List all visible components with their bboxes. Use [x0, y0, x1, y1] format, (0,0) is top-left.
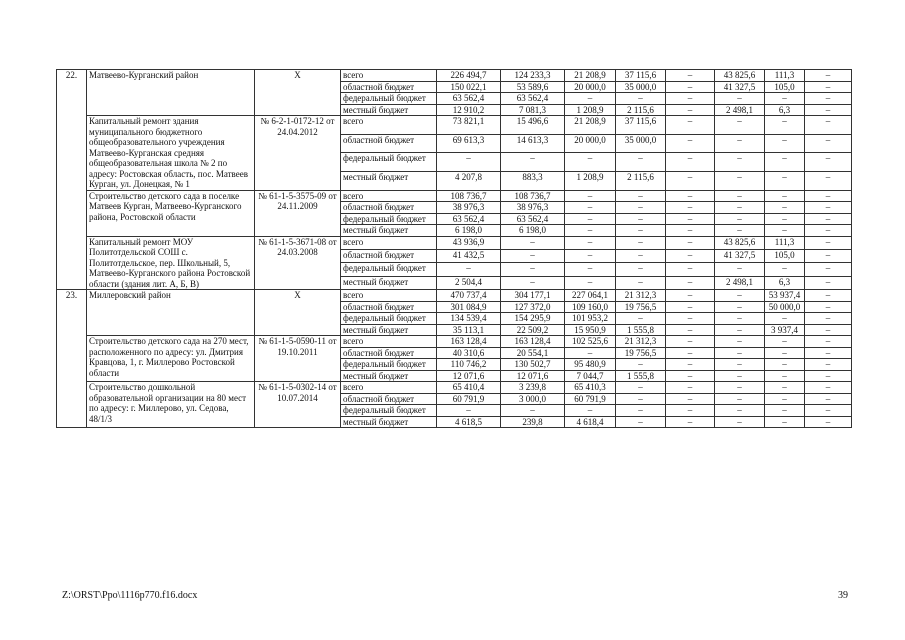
amount-cell: – [765, 93, 805, 105]
amount-cell: 14 613,3 [501, 134, 565, 153]
amount-cell: 43 825,6 [715, 236, 765, 249]
amount-cell: 41 327,5 [715, 249, 765, 262]
amount-cell: – [765, 134, 805, 153]
budget-table [56, 69, 852, 428]
object-doc: № 61-1-5-0590-11 от 19.10.2011 [255, 336, 341, 382]
amount-cell: – [715, 290, 765, 302]
table-row [57, 236, 852, 249]
amount-cell: 4 618,4 [565, 416, 616, 428]
amount-cell: – [715, 263, 765, 276]
amount-cell: 883,3 [501, 171, 565, 190]
amount-cell: 2 498,1 [715, 104, 765, 116]
amount-cell: 40 310,6 [437, 347, 501, 359]
amount-cell: 41 327,5 [715, 81, 765, 93]
amount-cell: – [805, 134, 852, 153]
amount-cell: – [666, 336, 715, 348]
amount-cell: 163 128,4 [501, 336, 565, 348]
amount-cell: – [666, 171, 715, 190]
amount-cell: – [616, 313, 666, 325]
funding-source: всего [341, 336, 437, 348]
funding-source: федеральный бюджет [341, 153, 437, 172]
amount-cell: 21 312,3 [616, 290, 666, 302]
amount-cell: 4 207,8 [437, 171, 501, 190]
amount-cell: – [565, 190, 616, 202]
amount-cell: 63 562,4 [437, 213, 501, 225]
amount-cell: – [666, 153, 715, 172]
row-number: 23. [57, 290, 87, 428]
amount-cell: – [565, 236, 616, 249]
amount-cell: 35 000,0 [616, 134, 666, 153]
amount-cell: 226 494,7 [437, 70, 501, 82]
amount-cell: – [805, 359, 852, 371]
amount-cell: 1 555,8 [616, 370, 666, 382]
amount-cell: 35 113,1 [437, 324, 501, 336]
amount-cell: 3 239,8 [501, 382, 565, 394]
amount-cell: 102 525,6 [565, 336, 616, 348]
amount-cell: – [666, 236, 715, 249]
amount-cell: 12 910,2 [437, 104, 501, 116]
amount-cell: 63 562,4 [501, 93, 565, 105]
funding-source: областной бюджет [341, 134, 437, 153]
amount-cell: – [715, 405, 765, 417]
funding-source: областной бюджет [341, 249, 437, 262]
amount-cell: – [666, 416, 715, 428]
amount-cell: 37 115,6 [616, 70, 666, 82]
district-name: Миллеровский район [87, 290, 255, 336]
amount-cell: – [616, 153, 666, 172]
amount-cell: – [565, 276, 616, 289]
amount-cell: 95 480,9 [565, 359, 616, 371]
table-row [57, 116, 852, 135]
funding-source: всего [341, 70, 437, 82]
amount-cell: – [501, 236, 565, 249]
funding-source: областной бюджет [341, 347, 437, 359]
amount-cell: 105,0 [765, 81, 805, 93]
amount-cell: – [715, 134, 765, 153]
amount-cell: 50 000,0 [765, 301, 805, 313]
amount-cell: – [715, 416, 765, 428]
amount-cell: 21 312,3 [616, 336, 666, 348]
amount-cell: – [666, 382, 715, 394]
funding-source: федеральный бюджет [341, 313, 437, 325]
amount-cell: 6,3 [765, 104, 805, 116]
amount-cell: – [715, 313, 765, 325]
amount-cell: 20 554,1 [501, 347, 565, 359]
funding-source: местный бюджет [341, 104, 437, 116]
amount-cell: – [765, 359, 805, 371]
amount-cell: – [437, 263, 501, 276]
amount-cell: – [666, 370, 715, 382]
amount-cell: – [565, 93, 616, 105]
amount-cell: – [666, 276, 715, 289]
amount-cell: 38 976,3 [501, 202, 565, 214]
amount-cell: – [805, 313, 852, 325]
amount-cell: 60 791,9 [437, 393, 501, 405]
amount-cell: 2 115,6 [616, 104, 666, 116]
amount-cell: – [565, 153, 616, 172]
amount-cell: 7 044,7 [565, 370, 616, 382]
amount-cell: – [715, 116, 765, 135]
amount-cell: 35 000,0 [616, 81, 666, 93]
amount-cell: – [765, 116, 805, 135]
amount-cell: – [715, 393, 765, 405]
amount-cell: 134 539,4 [437, 313, 501, 325]
object-name: Капитальный ремонт здания муниципального бюджетного общеобразовательного учреждения Матвеево-Курганская средняя общеобразовательная школа № 2 по адресу: Ростовская область, пос. Матвеев Курган, ул. Донецкая, № 1 [87, 116, 255, 191]
amount-cell: – [616, 263, 666, 276]
amount-cell: 3 000,0 [501, 393, 565, 405]
amount-cell: 239,8 [501, 416, 565, 428]
object-doc: № 61-1-5-0302-14 от 10.07.2014 [255, 382, 341, 428]
amount-cell: – [666, 93, 715, 105]
amount-cell: – [501, 405, 565, 417]
amount-cell: – [765, 153, 805, 172]
amount-cell: – [565, 225, 616, 237]
amount-cell: – [805, 70, 852, 82]
amount-cell: – [616, 249, 666, 262]
amount-cell: 130 502,7 [501, 359, 565, 371]
district-doc-marker: Х [255, 70, 341, 116]
amount-cell: – [805, 416, 852, 428]
table-row [57, 290, 852, 302]
amount-cell: – [805, 153, 852, 172]
amount-cell: 19 756,5 [616, 301, 666, 313]
footer-file-path: Z:\ORST\Ppo\1116p770.f16.docx [62, 590, 198, 601]
amount-cell: – [616, 359, 666, 371]
amount-cell: 110 746,2 [437, 359, 501, 371]
object-name: Строительство детского сада на 270 мест, расположенного по адресу: ул. Дмитрия Кравцова, 1, г. Миллерово Ростовской области [87, 336, 255, 382]
amount-cell: 108 736,7 [501, 190, 565, 202]
amount-cell: – [616, 190, 666, 202]
amount-cell: – [666, 104, 715, 116]
amount-cell: – [715, 359, 765, 371]
amount-cell: 53 937,4 [765, 290, 805, 302]
amount-cell: – [666, 324, 715, 336]
funding-source: местный бюджет [341, 370, 437, 382]
amount-cell: – [805, 382, 852, 394]
funding-source: федеральный бюджет [341, 93, 437, 105]
amount-cell: 111,3 [765, 236, 805, 249]
amount-cell: – [616, 93, 666, 105]
amount-cell: 2 504,4 [437, 276, 501, 289]
object-name: Капитальный ремонт МОУ Политотдельской СОШ с. Политотдельское, пер. Школьный, 5, Матвеево-Курганского района Ростовской области (здания лит. А, Б, В) [87, 236, 255, 290]
amount-cell: – [437, 153, 501, 172]
amount-cell: – [715, 382, 765, 394]
amount-cell: – [501, 276, 565, 289]
funding-source: федеральный бюджет [341, 213, 437, 225]
object-doc: № 61-1-5-3671-08 от 24.03.2008 [255, 236, 341, 290]
amount-cell: 15 950,9 [565, 324, 616, 336]
funding-source: областной бюджет [341, 81, 437, 93]
amount-cell: 63 562,4 [501, 213, 565, 225]
amount-cell: 2 115,6 [616, 171, 666, 190]
amount-cell: – [805, 290, 852, 302]
amount-cell: – [715, 370, 765, 382]
amount-cell: – [765, 370, 805, 382]
amount-cell: 154 295,9 [501, 313, 565, 325]
amount-cell: 1 555,8 [616, 324, 666, 336]
amount-cell: – [715, 93, 765, 105]
amount-cell: 127 372,0 [501, 301, 565, 313]
amount-cell: 38 976,3 [437, 202, 501, 214]
amount-cell: – [805, 104, 852, 116]
table-row [57, 382, 852, 394]
amount-cell: 22 509,2 [501, 324, 565, 336]
amount-cell: – [805, 370, 852, 382]
funding-source: всего [341, 382, 437, 394]
amount-cell: – [805, 213, 852, 225]
table-body [57, 70, 852, 428]
amount-cell: – [805, 225, 852, 237]
amount-cell: – [565, 213, 616, 225]
object-doc: № 6-2-1-0172-12 от 24.04.2012 [255, 116, 341, 191]
amount-cell: 73 821,1 [437, 116, 501, 135]
amount-cell: – [666, 405, 715, 417]
amount-cell: – [666, 202, 715, 214]
amount-cell: – [666, 249, 715, 262]
amount-cell: 21 208,9 [565, 116, 616, 135]
amount-cell: 21 208,9 [565, 70, 616, 82]
amount-cell: 2 498,1 [715, 276, 765, 289]
amount-cell: – [765, 213, 805, 225]
amount-cell: – [715, 190, 765, 202]
funding-source: всего [341, 236, 437, 249]
funding-source: местный бюджет [341, 324, 437, 336]
amount-cell: – [805, 249, 852, 262]
amount-cell: 1 208,9 [565, 104, 616, 116]
amount-cell: – [805, 236, 852, 249]
table-row [57, 70, 852, 82]
amount-cell: 12 071,6 [501, 370, 565, 382]
amount-cell: – [715, 213, 765, 225]
funding-source: областной бюджет [341, 393, 437, 405]
amount-cell: – [565, 202, 616, 214]
table-row [57, 336, 852, 348]
amount-cell: – [565, 347, 616, 359]
amount-cell: – [666, 190, 715, 202]
amount-cell: – [805, 202, 852, 214]
amount-cell: – [765, 190, 805, 202]
amount-cell: – [666, 116, 715, 135]
amount-cell: – [715, 153, 765, 172]
amount-cell: 65 410,4 [437, 382, 501, 394]
amount-cell: – [565, 263, 616, 276]
funding-source: местный бюджет [341, 171, 437, 190]
amount-cell: 19 756,5 [616, 347, 666, 359]
amount-cell: – [565, 405, 616, 417]
amount-cell: 6 198,0 [437, 225, 501, 237]
amount-cell: – [666, 134, 715, 153]
funding-source: федеральный бюджет [341, 359, 437, 371]
funding-source: всего [341, 290, 437, 302]
amount-cell: – [666, 301, 715, 313]
amount-cell: – [666, 393, 715, 405]
amount-cell: – [715, 171, 765, 190]
amount-cell: 20 000,0 [565, 81, 616, 93]
amount-cell: 69 613,3 [437, 134, 501, 153]
amount-cell: 60 791,9 [565, 393, 616, 405]
amount-cell: – [616, 202, 666, 214]
amount-cell: – [501, 249, 565, 262]
amount-cell: 15 496,6 [501, 116, 565, 135]
funding-source: областной бюджет [341, 301, 437, 313]
amount-cell: 6 198,0 [501, 225, 565, 237]
amount-cell: – [616, 225, 666, 237]
amount-cell: – [805, 81, 852, 93]
amount-cell: – [765, 393, 805, 405]
district-name: Матвеево-Курганский район [87, 70, 255, 116]
amount-cell: – [616, 382, 666, 394]
funding-source: местный бюджет [341, 225, 437, 237]
amount-cell: – [616, 416, 666, 428]
amount-cell: – [765, 313, 805, 325]
amount-cell: 111,3 [765, 70, 805, 82]
amount-cell: 20 000,0 [565, 134, 616, 153]
amount-cell: 37 115,6 [616, 116, 666, 135]
amount-cell: 301 084,9 [437, 301, 501, 313]
object-doc: № 61-1-5-3575-09 от 24.11.2009 [255, 190, 341, 236]
amount-cell: – [805, 393, 852, 405]
district-doc-marker: Х [255, 290, 341, 336]
amount-cell: 53 589,6 [501, 81, 565, 93]
amount-cell: – [765, 171, 805, 190]
amount-cell: – [501, 153, 565, 172]
amount-cell: 43 825,6 [715, 70, 765, 82]
amount-cell: 108 736,7 [437, 190, 501, 202]
amount-cell: – [805, 405, 852, 417]
amount-cell: – [666, 347, 715, 359]
amount-cell: – [616, 393, 666, 405]
amount-cell: – [805, 336, 852, 348]
amount-cell: – [666, 290, 715, 302]
amount-cell: 109 160,0 [565, 301, 616, 313]
page-number: 39 [838, 590, 848, 601]
object-name: Строительство детского сада в поселке Матвеев Курган, Матвеево-Курганского района, Ростовской области [87, 190, 255, 236]
table-row [57, 190, 852, 202]
amount-cell: – [715, 301, 765, 313]
amount-cell: – [616, 213, 666, 225]
funding-source: всего [341, 116, 437, 135]
amount-cell: – [765, 336, 805, 348]
amount-cell: 43 936,9 [437, 236, 501, 249]
funding-source: федеральный бюджет [341, 405, 437, 417]
amount-cell: – [666, 263, 715, 276]
amount-cell: – [805, 276, 852, 289]
amount-cell: – [765, 382, 805, 394]
funding-source: местный бюджет [341, 416, 437, 428]
amount-cell: – [715, 225, 765, 237]
amount-cell: 101 953,2 [565, 313, 616, 325]
amount-cell: – [616, 276, 666, 289]
funding-source: областной бюджет [341, 202, 437, 214]
amount-cell: – [805, 347, 852, 359]
amount-cell: – [666, 70, 715, 82]
amount-cell: – [805, 93, 852, 105]
amount-cell: – [666, 213, 715, 225]
amount-cell: – [765, 416, 805, 428]
amount-cell: 4 618,5 [437, 416, 501, 428]
amount-cell: – [805, 116, 852, 135]
amount-cell: – [501, 263, 565, 276]
amount-cell: 124 233,3 [501, 70, 565, 82]
amount-cell: 12 071,6 [437, 370, 501, 382]
amount-cell: 1 208,9 [565, 171, 616, 190]
amount-cell: 3 937,4 [765, 324, 805, 336]
amount-cell: – [616, 405, 666, 417]
amount-cell: – [715, 336, 765, 348]
amount-cell: – [805, 301, 852, 313]
amount-cell: – [805, 324, 852, 336]
amount-cell: 6,3 [765, 276, 805, 289]
amount-cell: 470 737,4 [437, 290, 501, 302]
funding-source: местный бюджет [341, 276, 437, 289]
amount-cell: 63 562,4 [437, 93, 501, 105]
amount-cell: – [765, 225, 805, 237]
amount-cell: – [715, 347, 765, 359]
document-page [56, 69, 851, 428]
amount-cell: – [616, 236, 666, 249]
amount-cell: 7 081,3 [501, 104, 565, 116]
amount-cell: 150 022,1 [437, 81, 501, 93]
amount-cell: 105,0 [765, 249, 805, 262]
amount-cell: – [565, 249, 616, 262]
row-number: 22. [57, 70, 87, 290]
object-name: Строительство дошкольной образовательной организации на 80 мест по адресу: г. Миллерово, ул. Седова, 48/1/3 [87, 382, 255, 428]
amount-cell: – [666, 81, 715, 93]
amount-cell: – [666, 359, 715, 371]
amount-cell: – [805, 171, 852, 190]
amount-cell: – [765, 347, 805, 359]
amount-cell: – [666, 225, 715, 237]
amount-cell: – [437, 405, 501, 417]
funding-source: федеральный бюджет [341, 263, 437, 276]
amount-cell: 227 064,1 [565, 290, 616, 302]
amount-cell: – [666, 313, 715, 325]
amount-cell: – [715, 324, 765, 336]
amount-cell: – [765, 263, 805, 276]
amount-cell: 304 177,1 [501, 290, 565, 302]
amount-cell: 65 410,3 [565, 382, 616, 394]
funding-source: всего [341, 190, 437, 202]
amount-cell: – [805, 263, 852, 276]
amount-cell: – [765, 202, 805, 214]
amount-cell: 41 432,5 [437, 249, 501, 262]
amount-cell: 163 128,4 [437, 336, 501, 348]
amount-cell: – [715, 202, 765, 214]
amount-cell: – [805, 190, 852, 202]
amount-cell: – [765, 405, 805, 417]
